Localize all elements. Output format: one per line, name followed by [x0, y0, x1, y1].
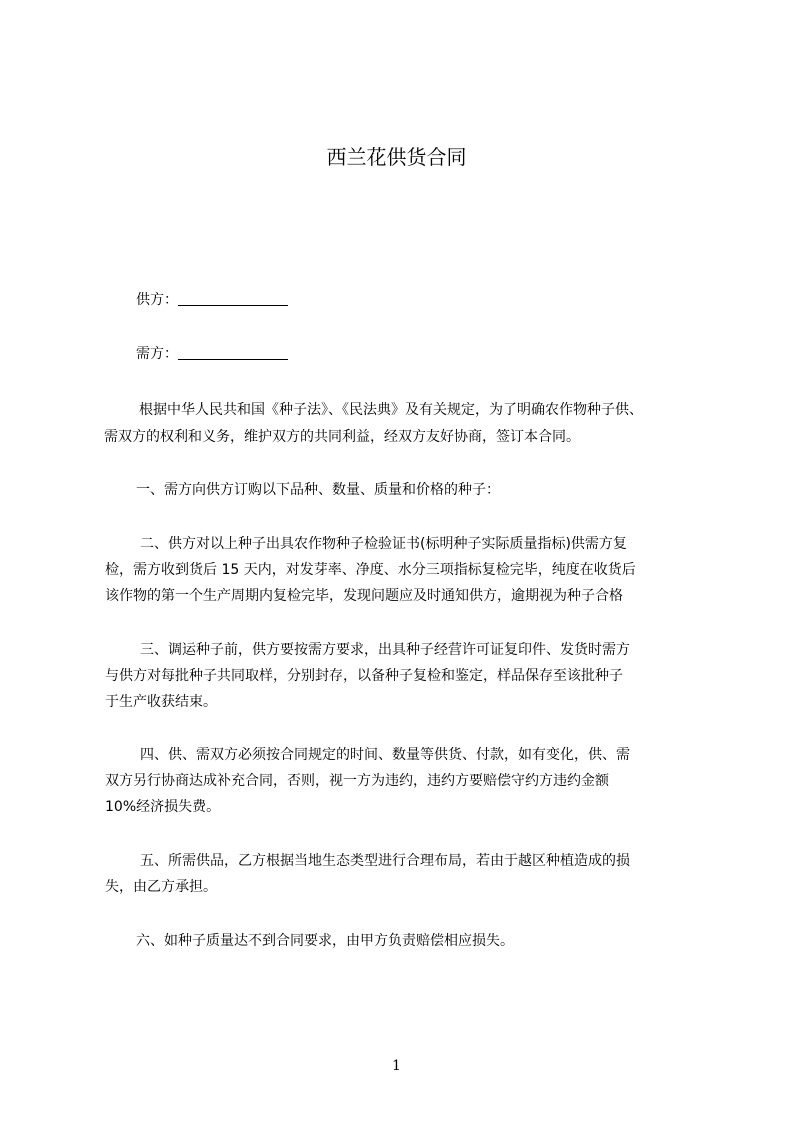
clause-3-line: 三、调运种子前，供方要按需方要求，出具种子经营许可证复印件、发货时需方	[140, 642, 630, 658]
clause-1-line: 一、需方向供方订购以下品种、数量、质量和价格的种子：	[136, 482, 500, 498]
buyer-label: 需方：	[136, 346, 178, 362]
clause-5-line: 失，由乙方承担。	[105, 879, 217, 895]
clause-4-line: 双方另行协商达成补充合同，否则，视一方为违约，违约方要赔偿守约方违约金额	[105, 773, 609, 789]
page-number: 1	[392, 1058, 401, 1074]
clause-2-line: 二、供方对以上种子出具农作物种子检验证书(标明种子实际质量指标)供需方复	[140, 536, 627, 552]
document-title: 西兰花供货合同	[326, 145, 467, 169]
clause-4-line: 四、供、需双方必须按合同规定的时间、数量等供货、付款，如有变化，供、需	[140, 747, 630, 763]
intro-line: 根据中华人民共和国《种子法》、《民法典》及有关规定，为了明确农作物种子供、	[139, 402, 643, 418]
supplier-field	[136, 290, 288, 310]
buyer-blank-line	[178, 345, 288, 360]
buyer-field	[136, 344, 288, 364]
supplier-blank-line	[178, 291, 288, 306]
intro-line: 需双方的权利和义务，维护双方的共同利益，经双方友好协商，签订本合同。	[104, 429, 580, 445]
clause-2-line: 该作物的第一个生产周期内复检完毕，发现问题应及时通知供方，逾期视为种子合格	[105, 588, 623, 604]
clause-4-line: 10%经济损失费。	[105, 799, 221, 815]
clause-2-line: 检，需方收到货后 15 天内，对发芽率、净度、水分三项指标复检完毕，纯度在收货后	[105, 562, 636, 578]
clause-6-line: 六、如种子质量达不到合同要求，由甲方负责赔偿相应损失。	[136, 933, 514, 949]
supplier-label: 供方：	[136, 292, 178, 308]
clause-3-line: 于生产收获结束。	[105, 694, 217, 710]
clause-5-line: 五、所需供品，乙方根据当地生态类型进行合理布局，若由于越区种植造成的损	[140, 853, 630, 869]
clause-3-line: 与供方对每批种子共同取样，分别封存，以备种子复检和鉴定，样品保存至该批种子	[105, 668, 623, 684]
